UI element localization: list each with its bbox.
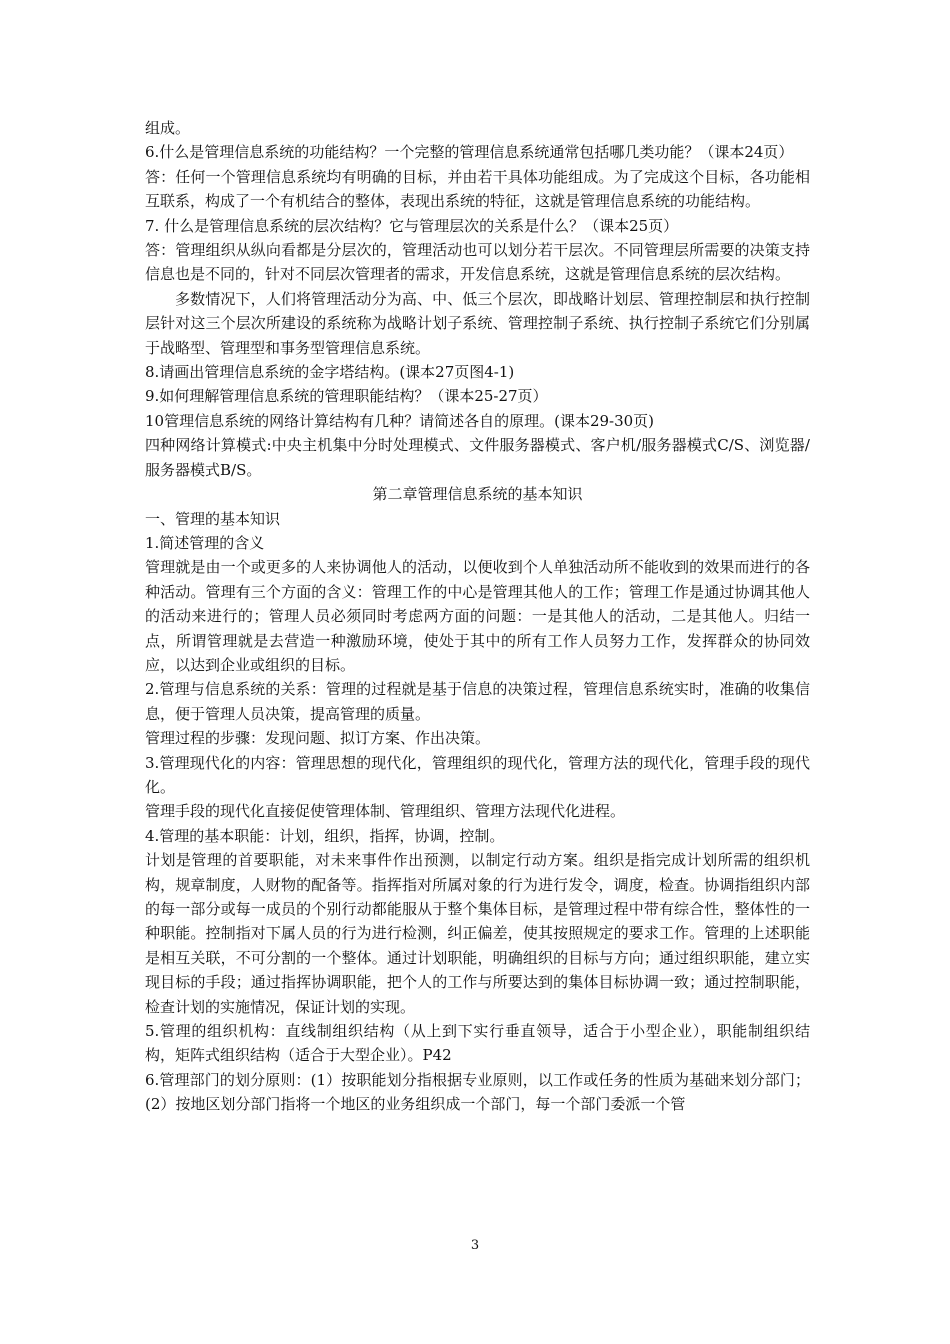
page-number: 3	[470, 1238, 480, 1253]
answer-6: 答：任何一个管理信息系统均有明确的目标，并由若干具体功能组成。为了完成这个目标，各功能相互联系，构成了一个有机结合的整体，表现出系统的特征，这就是管理信息系统的功能结构。	[145, 167, 810, 211]
item-1-body: 管理就是由一个或更多的人来协调他人的活动，以便收到个人单独活动所不能收到的效果而进行的各种活动。管理有三个方面的含义：管理工作的中心是管理其他人的工作；管理工作是通过协调其他人的活动来进行的；管理人员必须同时考虑两方面的问题：一是其他人的活动，二是其他人。归结一点，所谓管理就是去营造一种激励环境，使处于其中的所有工作人员努力工作，发挥群众的协同效应，以达到企业或组织的目标。	[145, 558, 810, 674]
paragraph: 组成。	[145, 119, 191, 137]
question-10: 10管理信息系统的网络计算结构有几种？请简述各自的原理。(课本29-30页)	[145, 411, 655, 430]
item-1-heading: 1.简述管理的含义	[145, 533, 265, 552]
item-3: 3.管理现代化的内容：管理思想的现代化，管理组织的现代化，管理方法的现代化，管理手段的现代化。	[145, 753, 810, 796]
question-9: 9.如何理解管理信息系统的管理职能结构？（课本25-27页）	[145, 387, 548, 406]
item-2: 2.管理与信息系统的关系：管理的过程就是基于信息的决策过程，管理信息系统实时，准确的收集信息，便于管理人员决策，提高管理的质量。	[145, 680, 810, 723]
answer-7: 答：管理组织从纵向看都是分层次的，管理活动也可以划分若干层次。不同管理层所需要的决策支持信息也是不同的，针对不同层次管理者的需求，开发信息系统，这就是管理信息系统的层次结构。	[145, 241, 810, 284]
item-6: 6.管理部门的划分原则：(1）按职能划分指根据专业原则，以工作或任务的性质为基础来划分部门；(2）按地区划分部门指将一个地区的业务组织成一个部门，每一个部门委派一个管	[145, 1070, 810, 1114]
item-2-steps: 管理过程的步骤：发现问题、拟订方案、作出决策。	[145, 729, 491, 748]
item-4: 4.管理的基本职能：计划，组织，指挥，协调，控制。	[145, 826, 505, 845]
question-6: 6.什么是管理信息系统的功能结构？一个完整的管理信息系统通常包括哪几类功能？（课本24页）	[145, 143, 794, 162]
section-heading: 一、管理的基本知识	[145, 509, 281, 528]
question-8: 8.请画出管理信息系统的金字塔结构。(课本27页图4-1)	[145, 363, 515, 382]
answer-10: 四种网络计算模式:中央主机集中分时处理模式、文件服务器模式、客户机/服务器模式C/S、浏览器/服务器模式B/S。	[145, 436, 810, 479]
document-body	[145, 116, 810, 1117]
answer-7-continued: 多数情况下，人们将管理活动分为高、中、低三个层次，即战略计划层、管理控制层和执行控制层针对这三个层次所建设的系统称为战略计划子系统、管理控制子系统、执行控制子系统它们分别属于战略型、管理型和事务型管理信息系统。	[145, 289, 810, 357]
chapter-heading: 第二章管理信息系统的基本知识	[372, 485, 583, 504]
item-3-note: 管理手段的现代化直接促使管理体制、管理组织、管理方法现代化进程。	[145, 802, 626, 821]
item-5: 5.管理的组织机构：直线制组织结构（从上到下实行垂直领导，适合于小型企业），职能制组织结构，矩阵式组织结构（适合于大型企业）。P42	[145, 1022, 810, 1065]
question-7: 7. 什么是管理信息系统的层次结构？它与管理层次的关系是什么？（课本25页）	[145, 216, 679, 235]
item-4-body: 计划是管理的首要职能，对未来事件作出预测，以制定行动方案。组织是指完成计划所需的组织机构，规章制度，人财物的配备等。指挥指对所属对象的行为进行发令，调度，检查。协调指组织内部的每一部分或每一成员的个别行动都能服从于整个集体目标，是管理过程中带有综合性，整体性的一种职能。控制指对下属人员的行为进行检测，纠正偏差，使其按照规定的要求工作。管理的上述职能是相互关联，不可分割的一个整体。通过计划职能，明确组织的目标与方向；通过组织职能，建立实现目标的手段；通过指挥协调职能，把个人的工作与所要达到的集体目标协调一致；通过控制职能，检查计划的实施情况，保证计划的实现。	[145, 851, 810, 1016]
